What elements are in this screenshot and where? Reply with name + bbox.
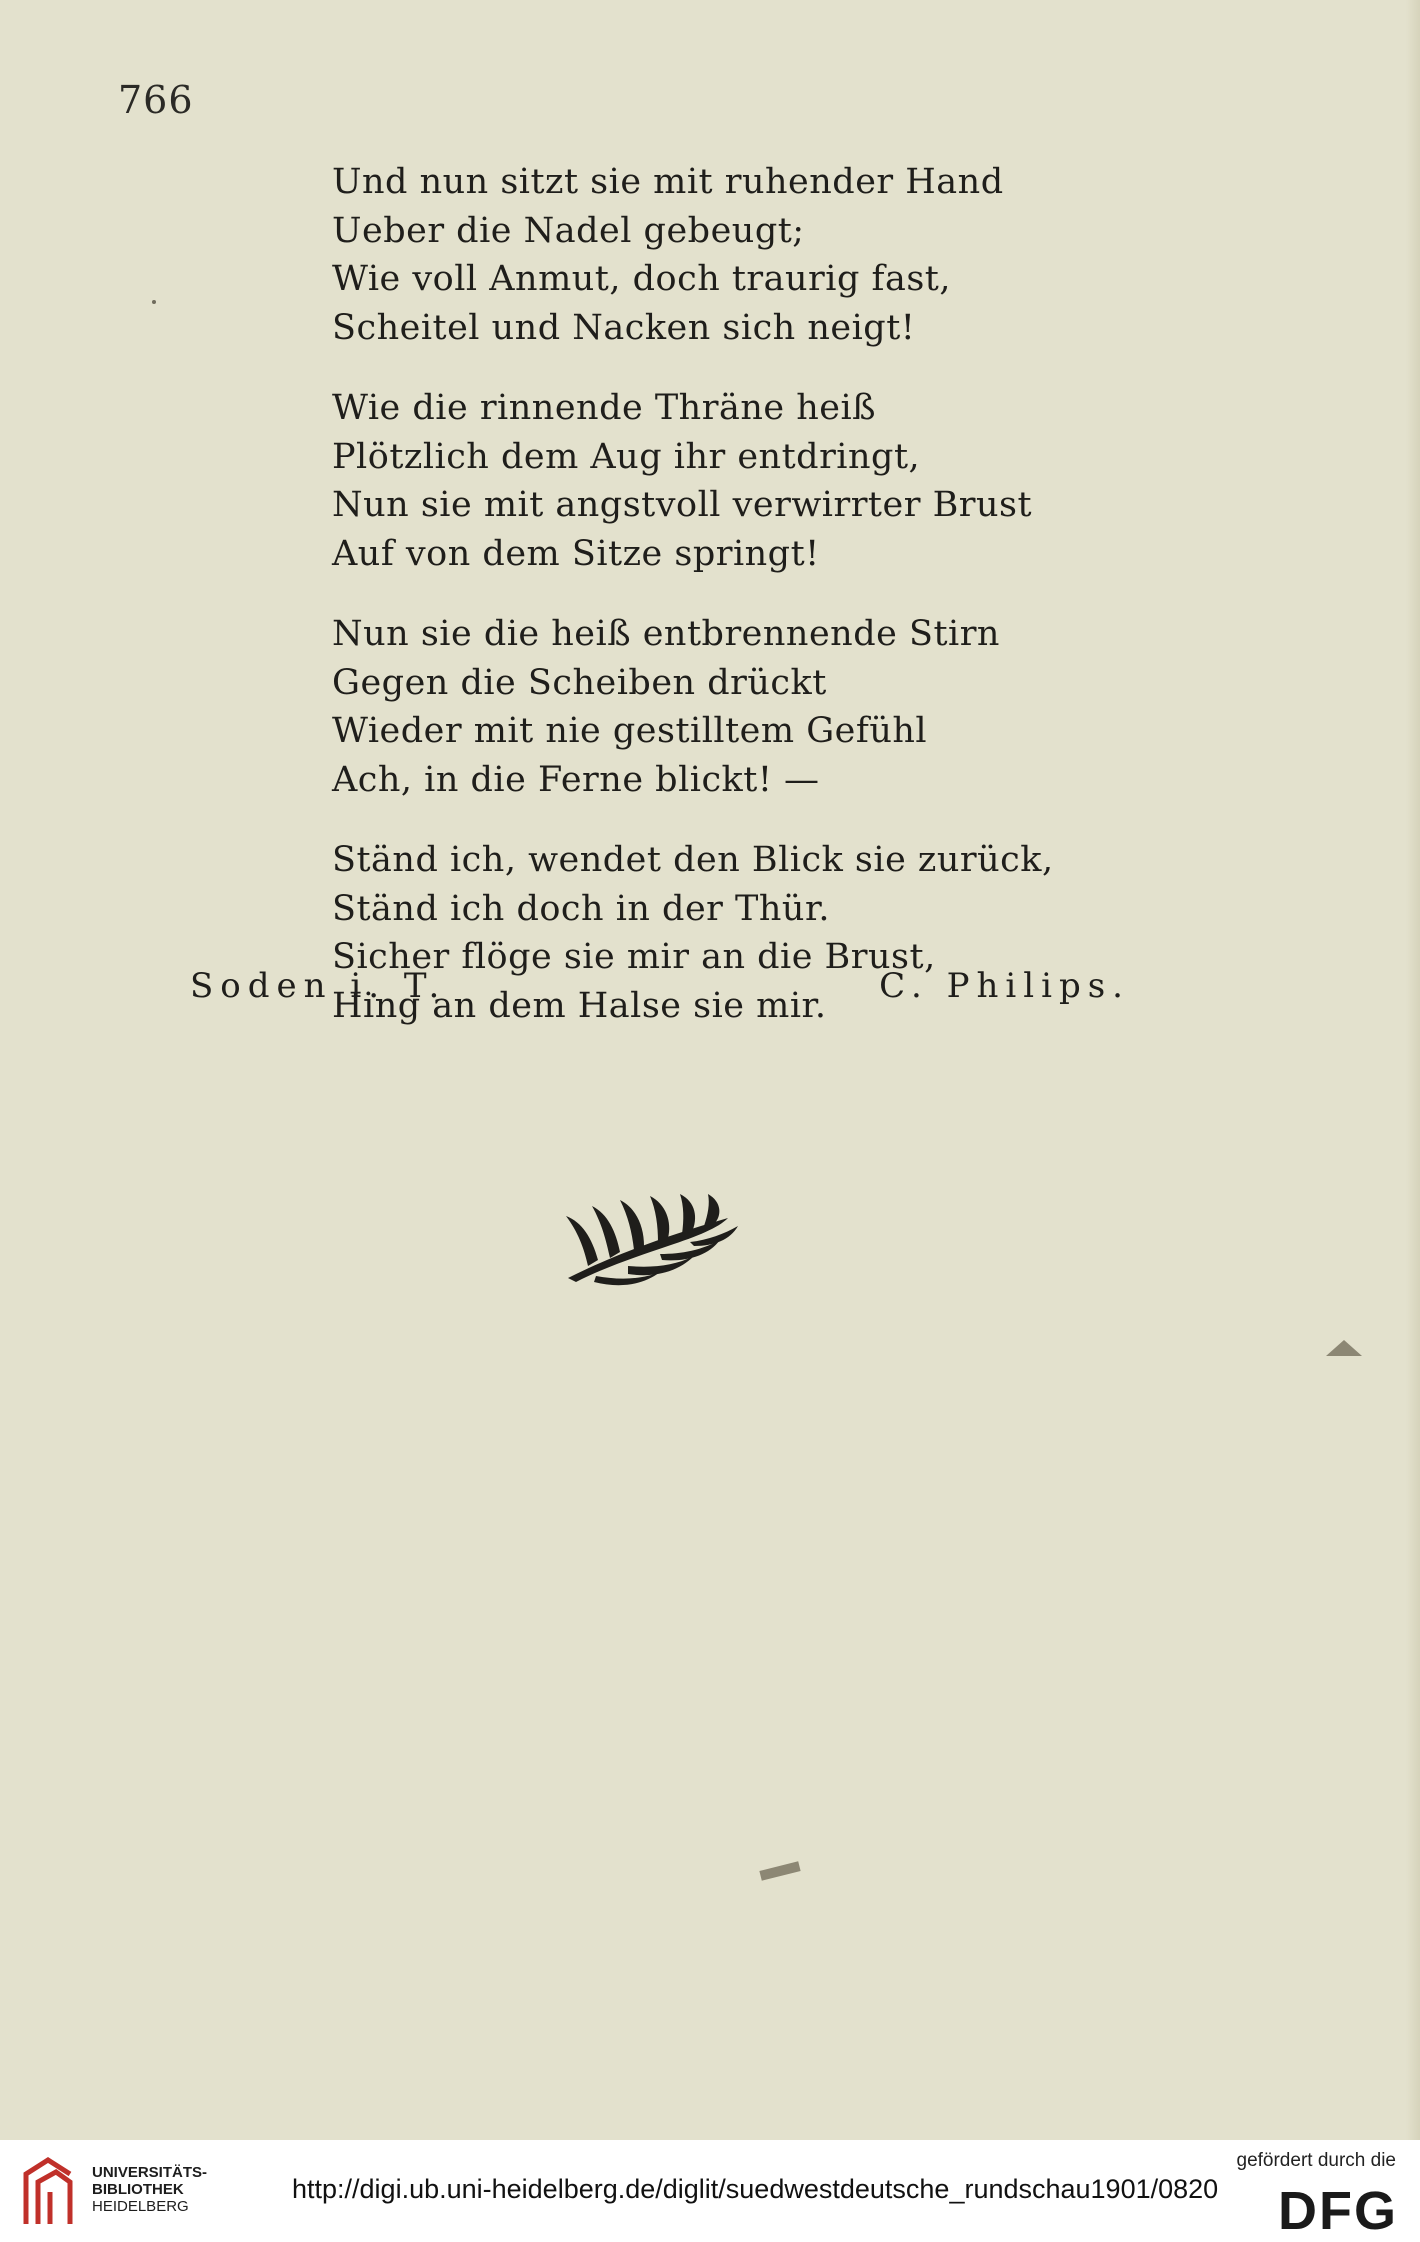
signature bbox=[190, 966, 1130, 1016]
fern-leaf-ornament-icon bbox=[548, 1188, 748, 1288]
signature-place: Soden i. T. bbox=[190, 966, 447, 1006]
poem-line: Scheitel und Nacken sich neigt! bbox=[332, 307, 916, 348]
poem-line: Plötzlich dem Aug ihr entdringt, bbox=[332, 436, 921, 477]
library-line-3: HEIDELBERG bbox=[92, 2198, 189, 2215]
paper-blemish bbox=[1326, 1340, 1362, 1356]
poem-line: Wie die rinnende Thräne heiß bbox=[332, 388, 877, 428]
poem-line: Hing an dem Halse sie mir. bbox=[332, 985, 827, 1026]
signature-author: C. Philips. bbox=[879, 966, 1130, 1006]
footer-bar bbox=[0, 2140, 1420, 2241]
library-line-1: UNIVERSITÄTS- bbox=[92, 2164, 208, 2181]
poem-line: Nun sie mit angstvoll verwirrter Brust bbox=[332, 485, 1033, 525]
poem-line: Und nun sitzt sie mit ruhender Hand bbox=[332, 162, 1004, 202]
poem-line: Wieder mit nie gestilltem Gefühl bbox=[332, 711, 928, 751]
paper-blemish bbox=[152, 300, 156, 304]
page-number: 766 bbox=[118, 78, 194, 122]
stanza-3 bbox=[332, 610, 1092, 804]
poem-line: Ach, in die Ferne blickt! — bbox=[332, 759, 820, 800]
poem-line: Auf von dem Sitze springt! bbox=[332, 533, 820, 574]
poem-line: Nun sie die heiß entbrennende Stirn bbox=[332, 614, 1000, 654]
dfg-logo: DFG bbox=[1278, 2181, 1398, 2241]
poem-line: Ständ ich, wendet den Blick sie zurück, bbox=[332, 840, 1054, 880]
poem-line: Wie voll Anmut, doch traurig fast, bbox=[332, 259, 951, 299]
stanza-2 bbox=[332, 384, 1092, 578]
poem-line: Gegen die Scheiben drückt bbox=[332, 662, 827, 703]
poem-line: Ständ ich doch in der Thür. bbox=[332, 888, 830, 929]
funded-by-label: gefördert durch die bbox=[1236, 2150, 1396, 2171]
library-logo-icon bbox=[18, 2154, 80, 2230]
library-line-2: BIBLIOTHEK bbox=[92, 2181, 184, 2198]
poem bbox=[332, 158, 1092, 1062]
poem-line: Ueber die Nadel gebeugt; bbox=[332, 210, 805, 251]
library-name bbox=[92, 2164, 207, 2215]
poem-line: Sicher flöge sie mir an die Brust, bbox=[332, 937, 936, 977]
stanza-1 bbox=[332, 158, 1092, 352]
paper-blemish bbox=[759, 1861, 800, 1880]
page-edge bbox=[1406, 0, 1420, 2140]
source-url-link[interactable]: http://digi.ub.uni-heidelberg.de/diglit/suedwestdeutsche_rundschau1901/0820 bbox=[292, 2174, 1219, 2204]
